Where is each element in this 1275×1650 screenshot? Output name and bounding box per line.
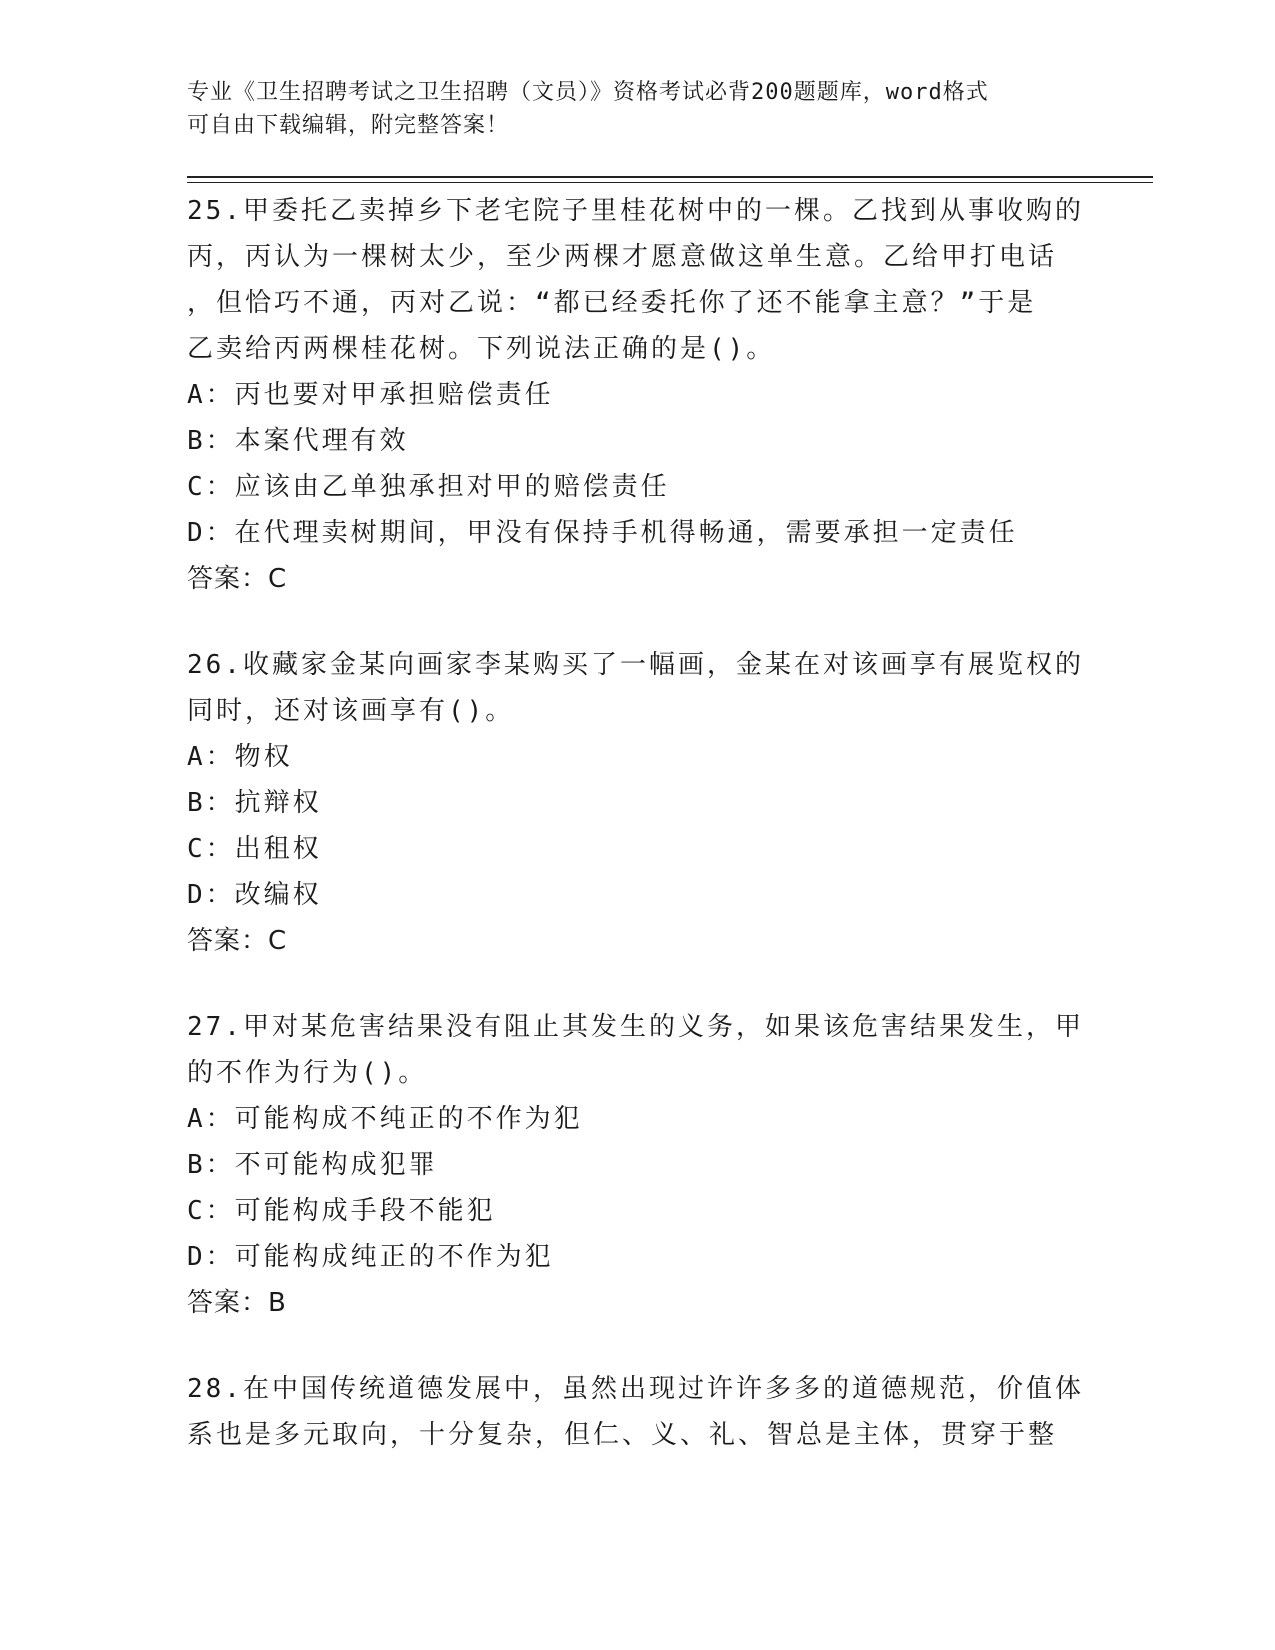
question-28 <box>187 1366 1087 1458</box>
stem-line: 同时，还对该画享有()。 <box>187 696 515 726</box>
option-a: A：物权 <box>187 742 293 772</box>
header-title-line-2: 可自由下载编辑，附完整答案！ <box>187 113 510 138</box>
stem-line: 乙卖给丙两棵桂花树。下列说法正确的是()。 <box>187 334 776 364</box>
stem-line: 25.甲委托乙卖掉乡下老宅院子里桂花树中的一棵。乙找到从事收购的 <box>187 196 1084 226</box>
option-a: A：可能构成不纯正的不作为犯 <box>187 1104 583 1134</box>
header-divider-thick <box>187 176 1153 178</box>
question-27 <box>187 1004 1087 1326</box>
option-b: B：抗辩权 <box>187 788 322 818</box>
stem-line: 28.在中国传统道德发展中，虽然出现过许许多多的道德规范，价值体 <box>187 1374 1084 1404</box>
answer-line: 答案：B <box>187 1288 287 1318</box>
option-b: B：不可能构成犯罪 <box>187 1150 438 1180</box>
stem-line: 26.收藏家金某向画家李某购买了一幅画，金某在对该画享有展览权的 <box>187 650 1084 680</box>
header-title-line-1: 专业《卫生招聘考试之卫生招聘（文员）》资格考试必背200题题库，word格式 <box>187 80 989 105</box>
stem-line: ，但恰巧不通，丙对乙说：“都已经委托你了还不能拿主意？”于是 <box>187 288 1037 318</box>
option-b: B：本案代理有效 <box>187 426 409 456</box>
option-c: C：应该由乙单独承担对甲的赔偿责任 <box>187 472 670 502</box>
answer-line: 答案：C <box>187 926 288 956</box>
option-d: D：在代理卖树期间，甲没有保持手机得畅通，需要承担一定责任 <box>187 518 1018 548</box>
document-header <box>187 76 1087 142</box>
question-stem <box>187 642 1087 734</box>
question-25 <box>187 188 1087 602</box>
stem-line: 的不作为行为()。 <box>187 1058 428 1088</box>
question-stem <box>187 1366 1087 1458</box>
option-a: A：丙也要对甲承担赔偿责任 <box>187 380 554 410</box>
stem-line: 27.甲对某危害结果没有阻止其发生的义务，如果该危害结果发生，甲 <box>187 1012 1084 1042</box>
header-divider-thin <box>187 182 1153 183</box>
option-d: D：可能构成纯正的不作为犯 <box>187 1242 554 1272</box>
question-26 <box>187 642 1087 964</box>
answer-line: 答案：C <box>187 564 288 594</box>
option-c: C：出租权 <box>187 834 322 864</box>
stem-line: 系也是多元取向，十分复杂，但仁、义、礼、智总是主体，贯穿于整 <box>187 1420 1058 1450</box>
option-c: C：可能构成手段不能犯 <box>187 1196 496 1226</box>
stem-line: 丙，丙认为一棵树太少，至少两棵才愿意做这单生意。乙给甲打电话 <box>187 242 1058 272</box>
question-stem <box>187 1004 1087 1096</box>
question-stem <box>187 188 1087 372</box>
option-d: D：改编权 <box>187 880 322 910</box>
question-list <box>187 188 1087 1498</box>
